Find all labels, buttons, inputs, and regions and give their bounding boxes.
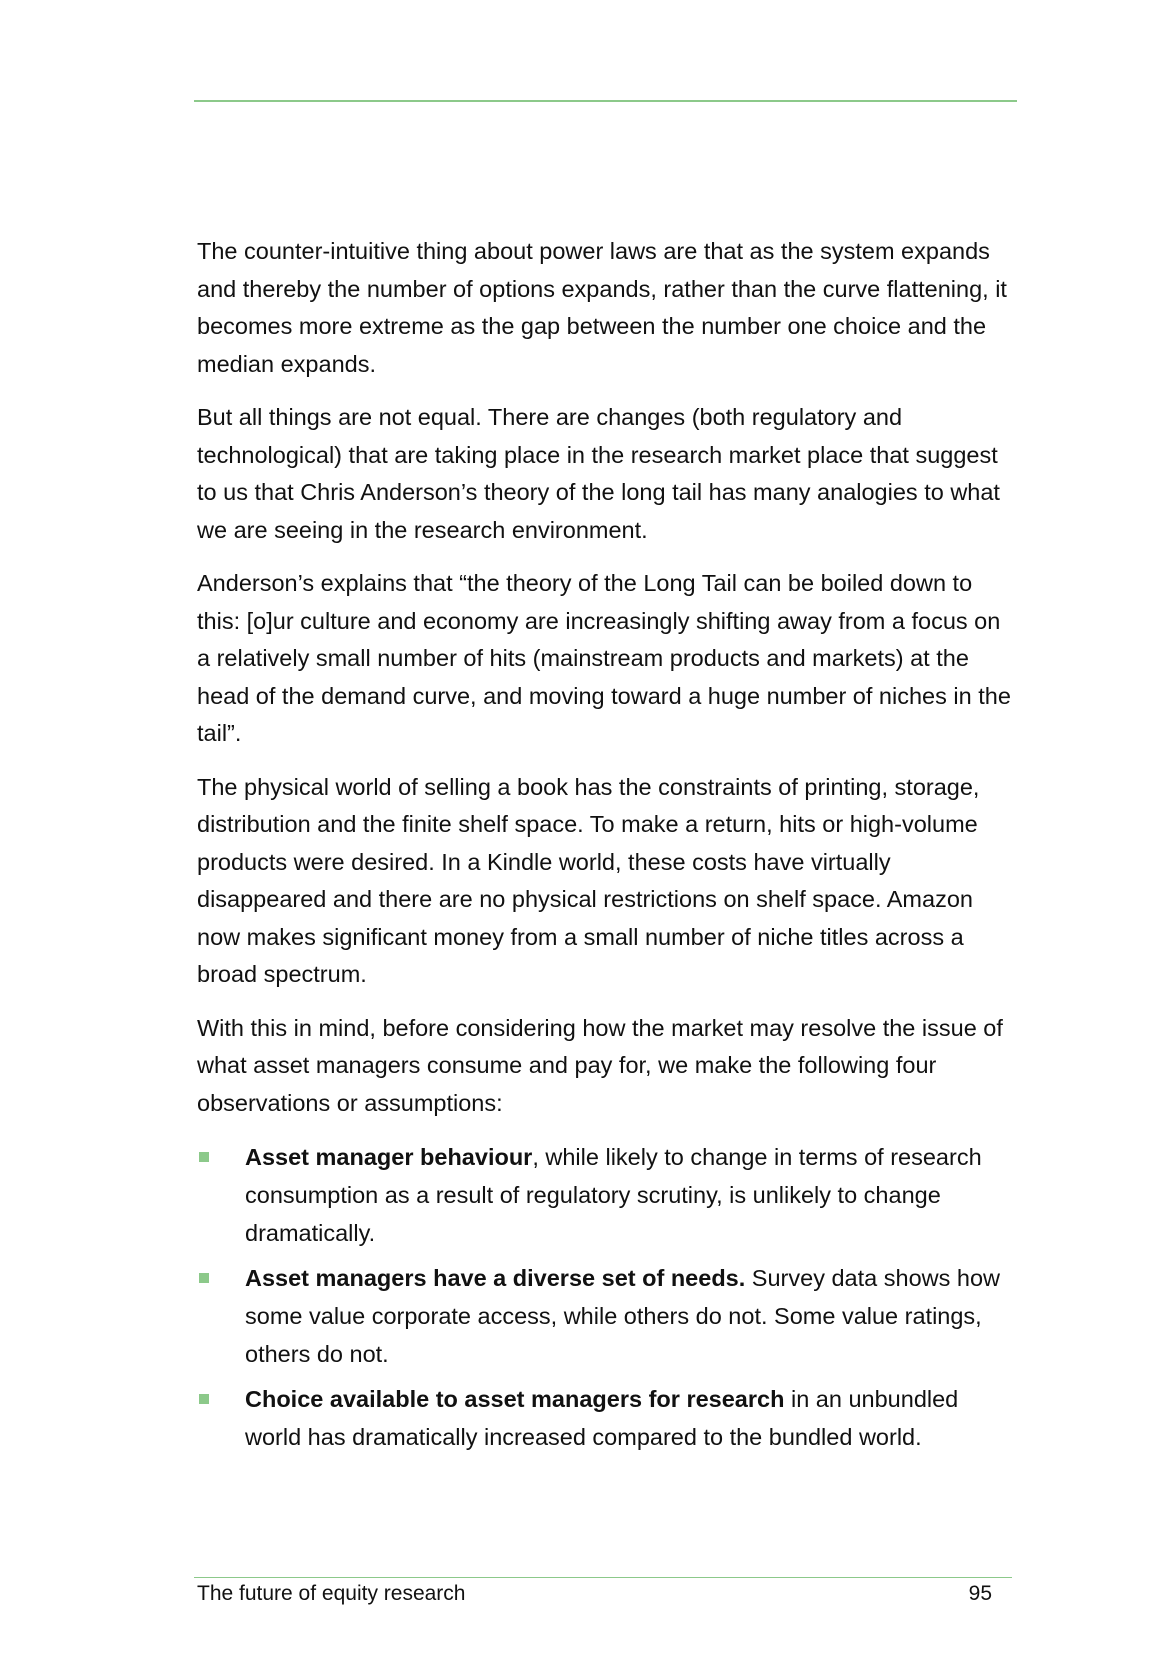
header-rule [194, 100, 1017, 102]
list-item-text: Survey data shows how some value corporate access, while others do not. Some value ratings, others do not. [245, 1265, 1000, 1367]
page-number: 95 [968, 1582, 992, 1605]
square-bullet-icon [199, 1152, 209, 1162]
paragraph-power-laws: The counter-intuitive thing about power laws are that as the system expands and thereby the number of options expands, rather than the curve flattening, it becomes more extreme as the gap between the number one choice and the median expands. [197, 238, 1007, 377]
body-text [197, 233, 1015, 1463]
list-item-bold: Choice available to asset managers for research [245, 1386, 785, 1412]
paragraph-anderson-quote: Anderson’s explains that “the theory of the Long Tail can be boiled down to this: [o]ur culture and economy are increasingly shifting away from a focus on a relatively small number of hits (mainstream products and markets) at the head of the demand curve, and moving toward a huge number of niches in the tail”. [197, 570, 1011, 746]
list-item [197, 1380, 1015, 1456]
list-item-text: in an unbundled world has dramatically increased compared to the bundled world. [245, 1386, 959, 1450]
paragraph-not-equal: But all things are not equal. There are changes (both regulatory and technological) that are taking place in the research market place that suggest to us that Chris Anderson’s theory of the long tail has many analogies to what we are seeing in the research environment. [197, 404, 1000, 543]
footer-title: The future of equity research [197, 1582, 466, 1605]
square-bullet-icon [199, 1273, 209, 1283]
list-item-text: , while likely to change in terms of research consumption as a result of regulatory scrutiny, is unlikely to change dramatically. [245, 1144, 982, 1246]
paragraph-physical-world: The physical world of selling a book has the constraints of printing, storage, distribution and the finite shelf space. To make a return, hits or high-volume products were desired. In a Kindle world, these costs have virtually disappeared and there are no physical restrictions on shelf space. Amazon now makes significant money from a small number of niche titles across a broad spectrum. [197, 773, 980, 987]
observations-list [197, 1138, 1015, 1456]
list-item-bold: Asset managers have a diverse set of needs. [245, 1265, 746, 1291]
list-item [197, 1259, 1015, 1373]
list-item-bold: Asset manager behaviour [245, 1144, 533, 1170]
list-item [197, 1138, 1015, 1252]
footer-rule [194, 1577, 1012, 1578]
square-bullet-icon [199, 1394, 209, 1404]
paragraph-observations-intro: With this in mind, before considering how the market may resolve the issue of what asset managers consume and pay for, we make the following four observations or assumptions: [197, 1014, 1003, 1116]
